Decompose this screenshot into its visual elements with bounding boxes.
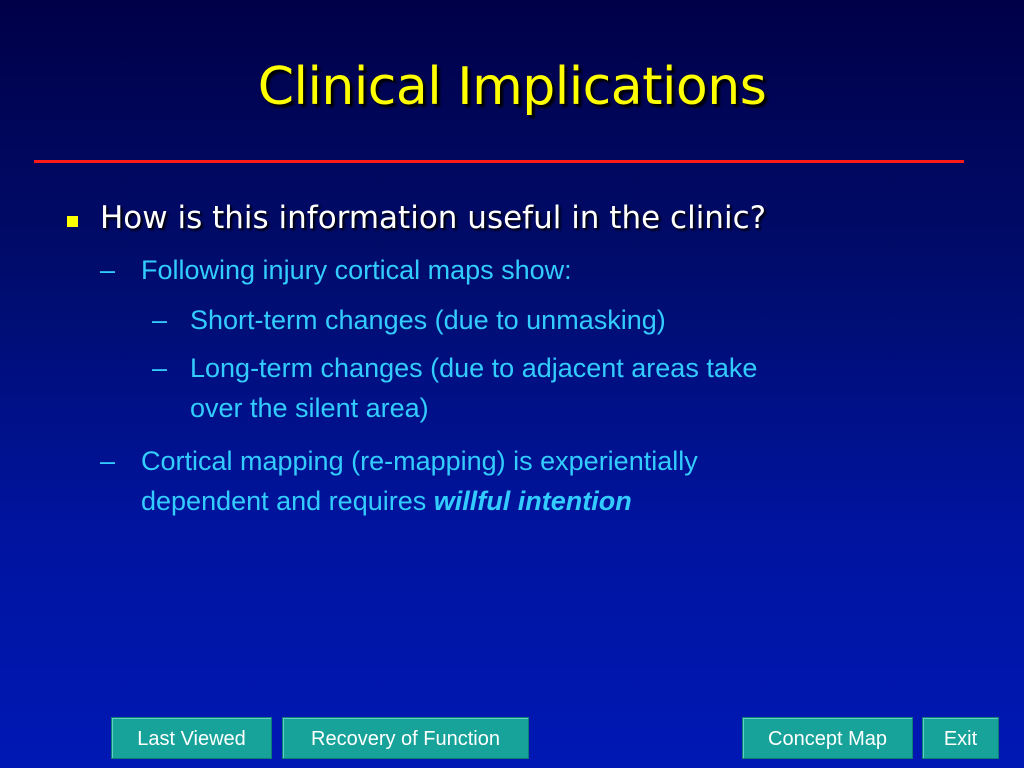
dash-bullet: – — [100, 255, 116, 285]
recovery-of-function-button[interactable]: Recovery of Function — [282, 717, 529, 759]
dash-bullet: – — [152, 353, 168, 383]
exit-button[interactable]: Exit — [922, 717, 999, 759]
dash-bullet: – — [152, 305, 168, 335]
title-divider — [34, 160, 964, 163]
square-bullet-icon — [67, 216, 78, 227]
cortical-mapping-plain-text: dependent and requires — [141, 486, 434, 516]
sub-bullet-cortical-mapping-line1: Cortical mapping (re-mapping) is experientially — [141, 446, 698, 476]
sub-bullet-cortical-mapping-line2 — [141, 481, 632, 521]
bullet-main: How is this information useful in the clinic? — [100, 200, 767, 236]
concept-map-button[interactable]: Concept Map — [742, 717, 913, 759]
slide-title: Clinical Implications — [257, 57, 767, 117]
sub-bullet-short-term: Short-term changes (due to unmasking) — [190, 305, 666, 335]
sub-bullet-long-term-line2: over the silent area) — [190, 393, 429, 423]
willful-intention-emphasis: willful intention — [433, 486, 632, 516]
last-viewed-button[interactable]: Last Viewed — [111, 717, 272, 759]
sub-bullet-long-term-line1: Long-term changes (due to adjacent areas take — [190, 353, 758, 383]
sub-bullet-following-injury: Following injury cortical maps show: — [141, 255, 572, 285]
dash-bullet: – — [100, 446, 116, 476]
